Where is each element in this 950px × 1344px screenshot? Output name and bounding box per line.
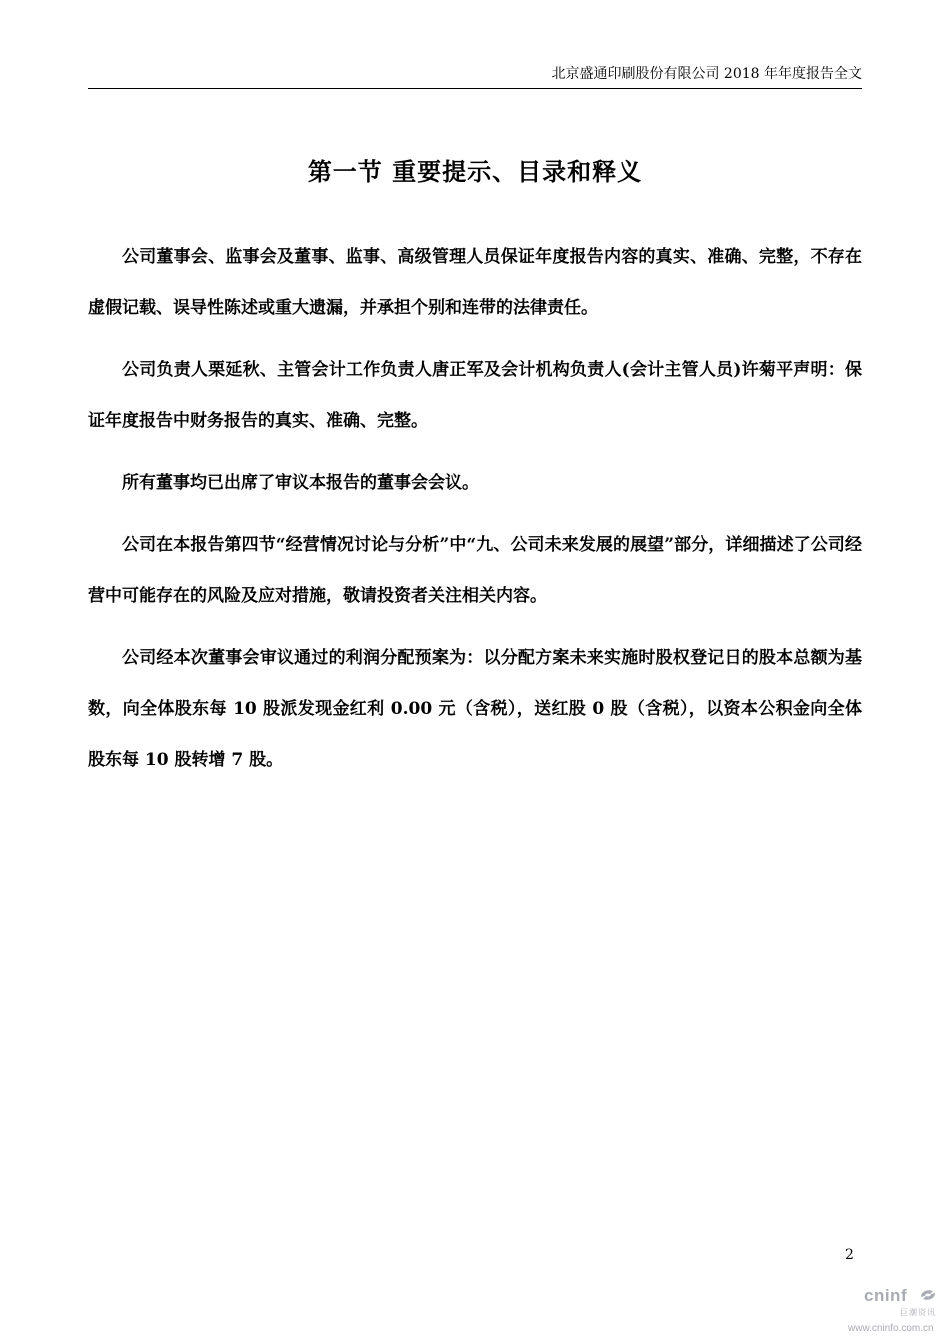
cninfo-watermark (846, 1283, 946, 1339)
body-text (88, 232, 862, 797)
watermark-url: www.cninfo.com.cn (848, 1323, 934, 1334)
paragraph-responsibility: 公司董事会、监事会及董事、监事、高级管理人员保证年度报告内容的真实、准确、完整，不存在虚假记载、误导性陈述或重大遗漏，并承担个别和连带的法律责任。 (88, 247, 862, 318)
section-title: 第一节 重要提示、目录和释义 (307, 157, 643, 186)
cninfo-logo-icon (918, 1287, 938, 1303)
watermark-logo-text: cninf (864, 1286, 908, 1305)
watermark-cn-text: 巨潮资讯 (900, 1308, 936, 1317)
paragraph-risk: 公司在本报告第四节“经营情况讨论与分析”中“九、公司未来发展的展望”部分，详细描述了公司经营中可能存在的风险及应对措施，敬请投资者关注相关内容。 (88, 535, 862, 606)
page-number: 2 (845, 1247, 854, 1263)
page-header (88, 64, 862, 89)
paragraph-attendance: 所有董事均已出席了审议本报告的董事会会议。 (122, 473, 479, 493)
paragraph-profit-distribution: 公司经本次董事会审议通过的利润分配预案为：以分配方案未来实施时股权登记日的股本总额为基数，向全体股东每 10 股派发现金红利 0.00 元（含税），送红股 0 股（含税），以资本公积金向全体股东每 10 股转增 7 股。 (88, 648, 862, 770)
header-title: 北京盛通印刷股份有限公司 2018 年年度报告全文 (551, 66, 862, 82)
paragraph-declaration: 公司负责人栗延秋、主管会计工作负责人唐正军及会计机构负责人(会计主管人员)许菊平声明：保证年度报告中财务报告的真实、准确、完整。 (88, 360, 862, 431)
